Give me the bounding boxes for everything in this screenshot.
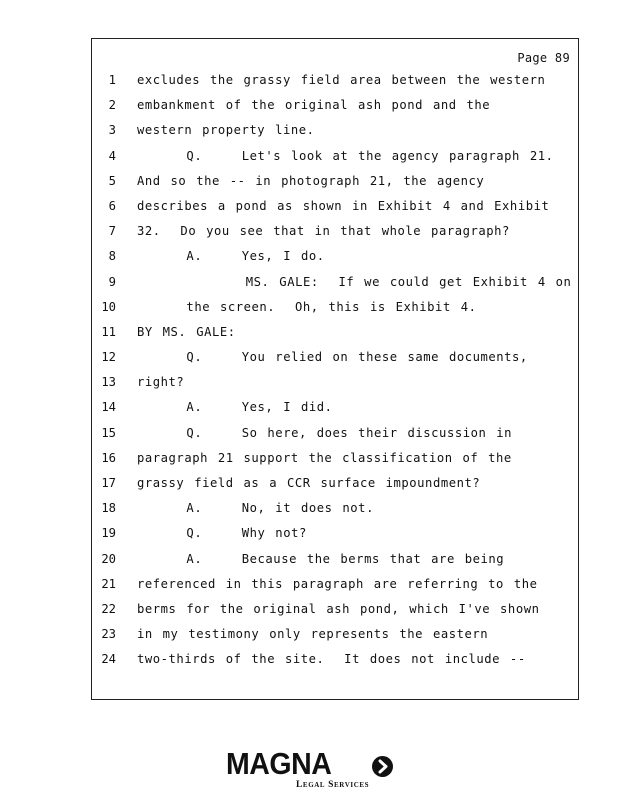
line-text: A. Because the berms that are being xyxy=(137,551,505,566)
transcript-line xyxy=(92,375,578,400)
line-number: 15 xyxy=(101,425,116,440)
page-number: Page 89 xyxy=(517,51,570,65)
transcript-line xyxy=(92,501,578,526)
transcript-line xyxy=(92,552,578,577)
transcript-line xyxy=(92,400,578,425)
chevron-right-circle-icon xyxy=(372,756,393,777)
transcript-line xyxy=(92,73,578,98)
transcript-lines xyxy=(92,73,578,678)
line-number: 3 xyxy=(108,123,116,138)
transcript-line xyxy=(92,174,578,199)
line-number: 17 xyxy=(101,476,116,490)
transcript-line xyxy=(92,577,578,602)
line-number: 8 xyxy=(108,249,116,264)
line-number: 7 xyxy=(108,224,116,239)
transcript-page xyxy=(91,38,579,700)
transcript-line xyxy=(92,249,578,274)
transcript-line xyxy=(92,652,578,677)
transcript-line xyxy=(92,526,578,551)
transcript-line xyxy=(92,149,578,174)
transcript-line xyxy=(92,325,578,350)
line-text: embankment of the original ash pond and the xyxy=(137,98,491,113)
line-text: MS. GALE: If we could get Exhibit 4 on xyxy=(137,274,572,289)
line-number: 19 xyxy=(101,526,116,541)
line-number: 13 xyxy=(101,375,116,390)
line-text: Q. So here, does their discussion in xyxy=(137,425,513,440)
line-text: A. Yes, I did. xyxy=(137,400,333,415)
line-number: 1 xyxy=(108,73,116,87)
transcript-line xyxy=(92,199,578,224)
line-number: 4 xyxy=(108,148,116,163)
transcript-line xyxy=(92,275,578,300)
transcript-line xyxy=(92,426,578,451)
line-number: 2 xyxy=(108,98,116,113)
transcript-line xyxy=(92,451,578,476)
transcript-line xyxy=(92,627,578,652)
line-text: in my testimony only represents the eastern xyxy=(137,627,489,642)
line-text: describes a pond as shown in Exhibit 4 and Exhibit xyxy=(137,198,550,213)
line-text: excludes the grassy field area between the western xyxy=(137,73,546,87)
logo-subtitle: Legal Services xyxy=(296,780,370,790)
line-number: 21 xyxy=(101,576,116,591)
line-number: 16 xyxy=(101,450,116,465)
line-number: 9 xyxy=(108,274,116,289)
line-text: right? xyxy=(137,375,185,390)
transcript-line xyxy=(92,350,578,375)
line-text: paragraph 21 support the classification of the xyxy=(137,450,512,465)
line-text: A. Yes, I do. xyxy=(137,249,325,264)
line-text: western property line. xyxy=(137,123,315,138)
transcript-line xyxy=(92,602,578,627)
line-number: 24 xyxy=(101,652,116,667)
line-number: 22 xyxy=(101,601,116,616)
line-text: A. No, it does not. xyxy=(137,501,374,516)
line-number: 6 xyxy=(108,198,116,213)
magna-logo xyxy=(226,748,396,792)
line-number: 20 xyxy=(101,551,116,566)
transcript-line xyxy=(92,98,578,123)
line-text: two-thirds of the site. It does not include -- xyxy=(137,652,526,667)
line-text: 32. Do you see that in that whole paragraph? xyxy=(137,224,510,239)
line-number: 12 xyxy=(101,350,116,365)
transcript-line xyxy=(92,224,578,249)
line-number: 10 xyxy=(101,299,116,314)
line-text: grassy field as a CCR surface impoundment? xyxy=(137,476,481,490)
line-text: Q. Let's look at the agency paragraph 21. xyxy=(137,148,554,163)
logo-wordmark: MAGNA xyxy=(226,746,332,781)
line-text: Q. Why not? xyxy=(137,526,307,541)
line-text: referenced in this paragraph are referring to the xyxy=(137,576,538,591)
line-text: the screen. Oh, this is Exhibit 4. xyxy=(137,299,477,314)
line-number: 5 xyxy=(108,173,116,188)
line-text: And so the -- in photograph 21, the agency xyxy=(137,173,485,188)
line-number: 11 xyxy=(101,324,116,339)
line-text: berms for the original ash pond, which I've shown xyxy=(137,601,540,616)
transcript-line xyxy=(92,476,578,501)
transcript-line xyxy=(92,123,578,148)
line-text: BY MS. GALE: xyxy=(137,324,236,339)
line-number: 23 xyxy=(101,627,116,642)
line-number: 18 xyxy=(101,501,116,516)
line-number: 14 xyxy=(101,400,116,415)
transcript-line xyxy=(92,300,578,325)
line-text: Q. You relied on these same documents, xyxy=(137,350,528,365)
